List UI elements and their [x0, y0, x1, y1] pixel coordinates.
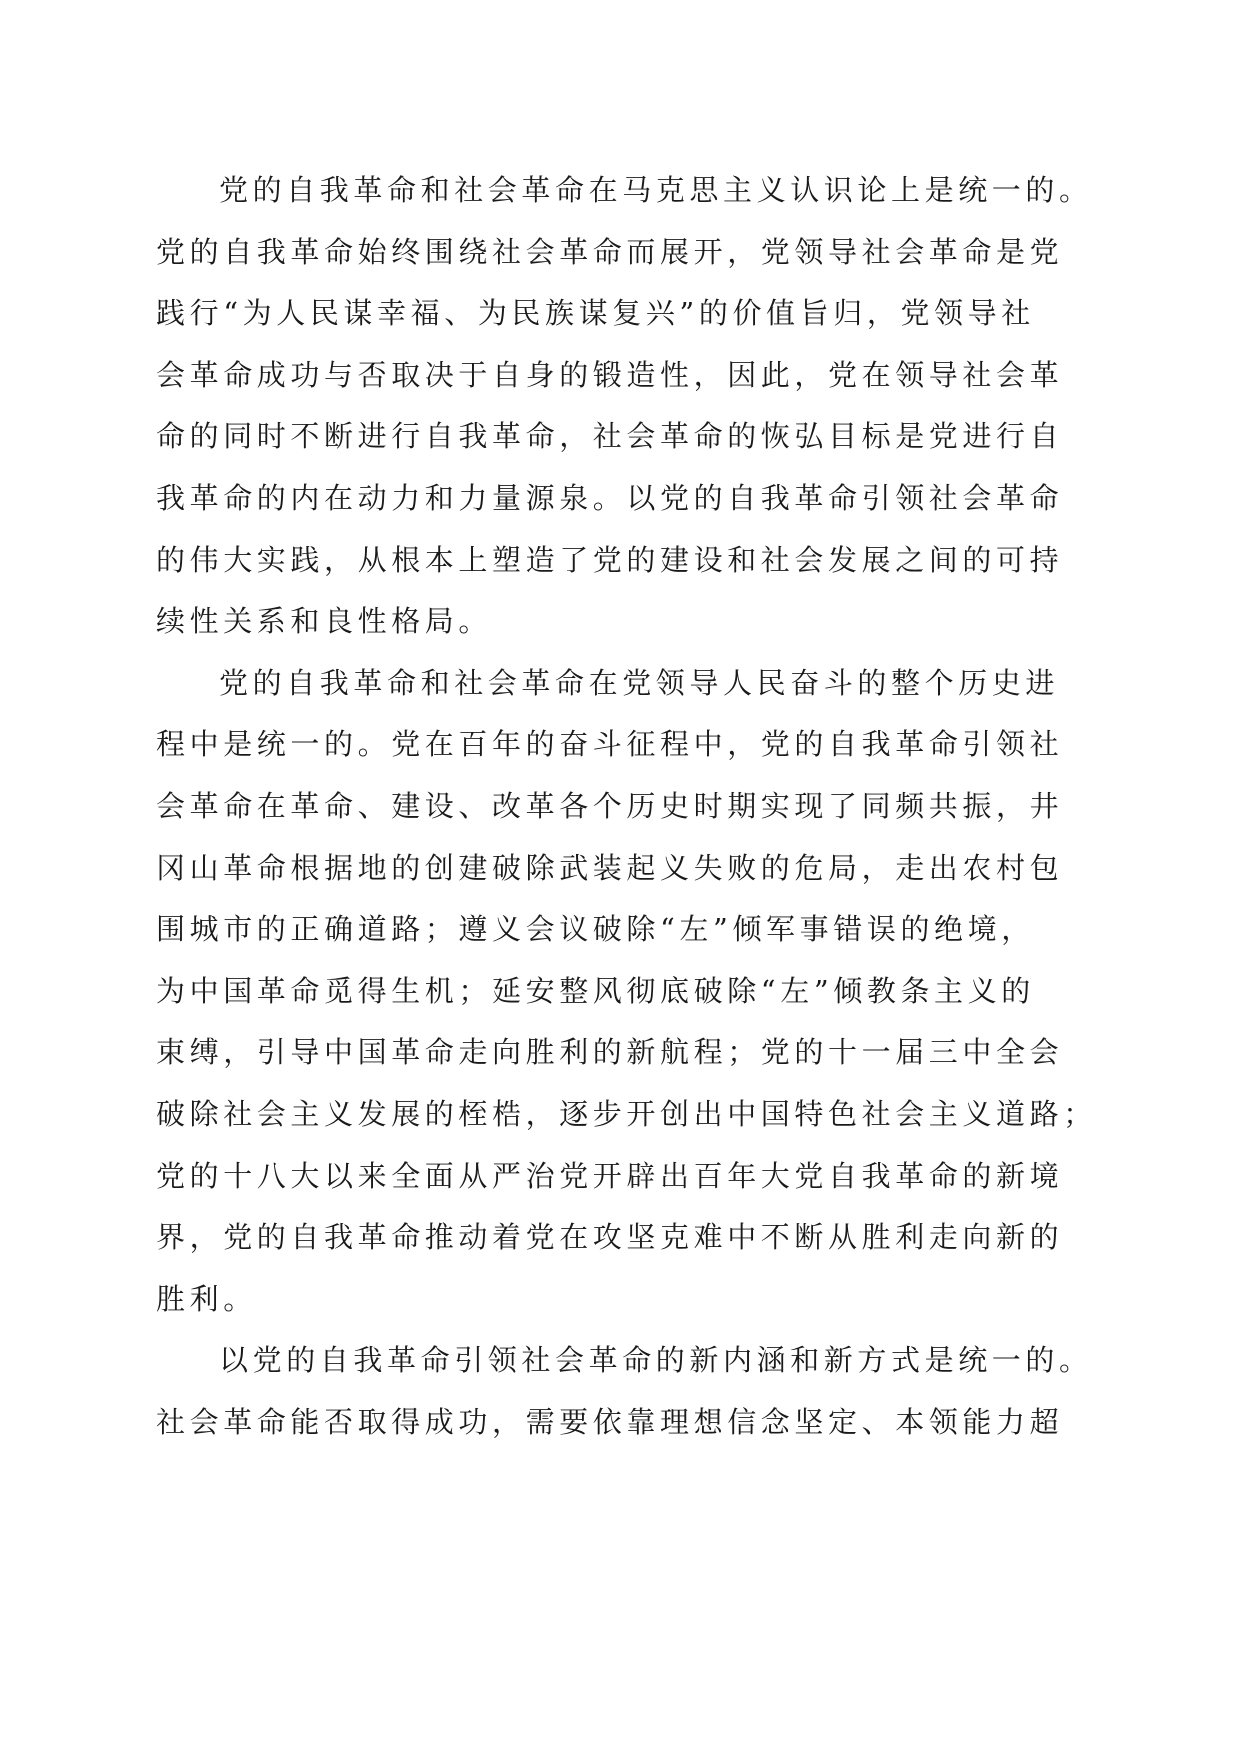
text-line: 我革命的内在动力和力量源泉。以党的自我革命引领社会革命 — [156, 480, 1064, 515]
text-line: 程中是统一的。党在百年的奋斗征程中，党的自我革命引领社 — [156, 727, 1064, 762]
text-line: 为中国革命觅得生机；延安整风彻底破除“左”倾教条主义的 — [156, 973, 1035, 1008]
text-line: 党的自我革命和社会革命在党领导人民奋斗的整个历史进 — [219, 665, 1060, 700]
text-line: 社会革命能否取得成功，需要依靠理想信念坚定、本领能力超 — [156, 1404, 1064, 1439]
document-body — [156, 160, 1100, 1453]
paragraph-3 — [156, 1330, 1100, 1453]
text-line: 以党的自我革命引领社会革命的新内涵和新方式是统一的。 — [219, 1343, 1093, 1378]
text-line: 会革命在革命、建设、改革各个历史时期实现了同频共振，井 — [156, 788, 1064, 823]
text-line: 围城市的正确道路；遵义会议破除“左”倾军事错误的绝境， — [156, 912, 1035, 947]
text-line: 的伟大实践，从根本上塑造了党的建设和社会发展之间的可持 — [156, 542, 1064, 577]
text-line: 束缚，引导中国革命走向胜利的新航程；党的十一届三中全会 — [156, 1035, 1064, 1070]
text-line: 党的自我革命和社会革命在马克思主义认识论上是统一的。 — [219, 173, 1093, 207]
text-line: 胜利。 — [156, 1281, 257, 1316]
text-line: 党的十八大以来全面从严治党开辟出百年大党自我革命的新境 — [156, 1158, 1064, 1193]
text-line: 破除社会主义发展的桎梏，逐步开创出中国特色社会主义道路； — [156, 1096, 1097, 1131]
text-line: 党的自我革命始终围绕社会革命而展开，党领导社会革命是党 — [156, 234, 1064, 269]
text-line: 会革命成功与否取决于自身的锻造性，因此，党在领导社会革 — [156, 357, 1064, 392]
paragraph-1 — [156, 160, 1100, 653]
text-line: 命的同时不断进行自我革命，社会革命的恢弘目标是党进行自 — [156, 419, 1064, 454]
paragraph-2 — [156, 653, 1100, 1331]
text-line: 续性关系和良性格局。 — [156, 604, 493, 639]
text-line: 冈山革命根据地的创建破除武装起义失败的危局，走出农村包 — [156, 850, 1064, 885]
text-line: 践行“为人民谋幸福、为民族谋复兴”的价值旨归，党领导社 — [156, 296, 1035, 331]
text-line: 界，党的自我革命推动着党在攻坚克难中不断从胜利走向新的 — [156, 1220, 1064, 1255]
